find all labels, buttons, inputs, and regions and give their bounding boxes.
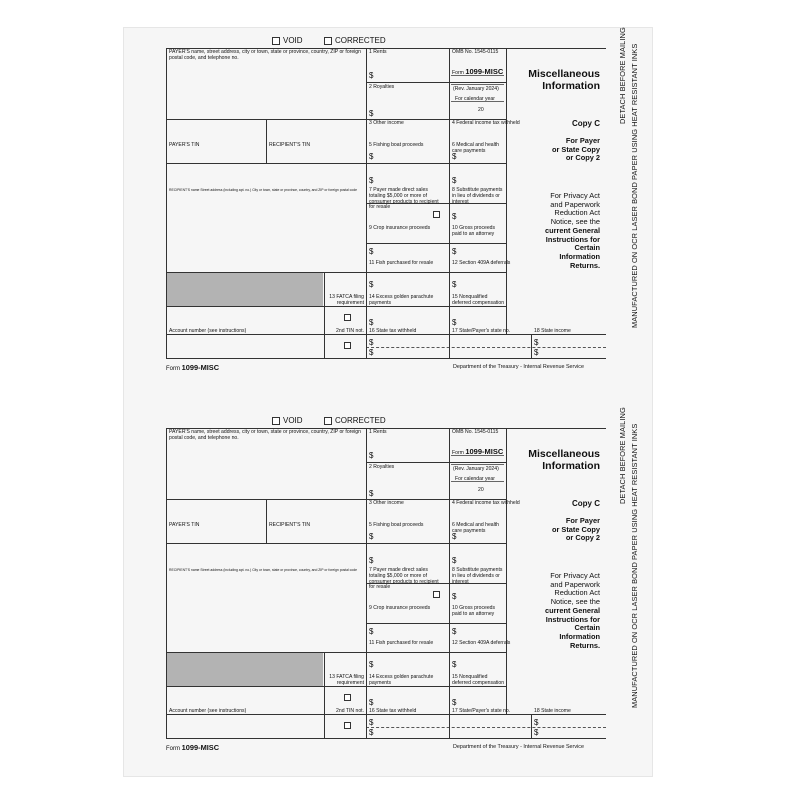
box6-label: 6 Medical and health care payments: [452, 522, 500, 534]
box1-label: 1 Rents: [369, 49, 387, 55]
box16-label: 16 State tax withheld: [369, 708, 417, 714]
box9-dollar[interactable]: $: [369, 247, 374, 256]
recipient-tin-label: RECIPIENT'S TIN: [269, 142, 311, 148]
shaded-area: [167, 273, 323, 306]
shaded-area: [167, 653, 323, 686]
box18-dollar-1[interactable]: $: [534, 338, 539, 347]
box18-label: 18 State income: [534, 328, 571, 334]
box2-dollar[interactable]: $: [369, 489, 374, 498]
box12-label: 12 Section 409A deferrals: [452, 640, 511, 646]
box5-label: 5 Fishing boat proceeds: [369, 522, 424, 528]
box14-dollar[interactable]: $: [369, 698, 374, 707]
box15-label: 15 Nonqualified deferred compensation: [452, 294, 505, 306]
second-tin-label: 2nd TIN not.: [336, 708, 364, 714]
privacy-line7: Certain: [574, 623, 600, 633]
box16-label: 16 State tax withheld: [369, 328, 417, 334]
privacy-line5: current General: [544, 225, 600, 235]
footer-department: Department of the Treasury - Internal Revenue Service: [453, 744, 584, 750]
for-payer-line2: or State Copy: [551, 144, 600, 154]
copy-c: Copy C: [572, 119, 600, 128]
second-tin-checkbox[interactable]: [344, 342, 351, 349]
form-copy-2: [166, 407, 639, 776]
title-line2: Information: [542, 460, 600, 472]
side-manufacture-text: MANUFACTURED ON OCR LASER BOND PAPER USING HEAT RESISTANT INKS: [630, 423, 639, 708]
box7-label: 7 Payer made direct sales totaling $5,000 or more of consumer products to recipient for resale: [369, 567, 439, 591]
box3-label: 3 Other income: [369, 500, 404, 506]
box7-label: 7 Payer made direct sales totaling $5,000 or more of consumer products to recipient for resale: [369, 187, 439, 211]
recipient-tin-label: RECIPIENT'S TIN: [269, 522, 311, 528]
box17-label: 17 State/Payer's state no.: [452, 708, 511, 714]
payer-name-field[interactable]: [167, 442, 365, 498]
privacy-line9: Returns.: [570, 260, 600, 270]
form-copy-1: [166, 27, 639, 396]
form-id: 1099-MISC: [465, 67, 504, 76]
box10-label: 10 Gross proceeds paid to an attorney: [452, 605, 496, 617]
box11-dollar[interactable]: $: [369, 280, 374, 289]
account-number-field[interactable]: [167, 336, 323, 358]
box18-dollar-1[interactable]: $: [534, 718, 539, 727]
recipient-name-label: RECIPIENT'S name Street address (including apt. no.) City or town, state or province, country, and ZIP or foreign postal code: [169, 568, 358, 572]
box18-label: 18 State income: [534, 708, 571, 714]
box18-dollar-2[interactable]: $: [534, 728, 539, 737]
form-prefix: Form: [452, 70, 464, 76]
box10-label: 10 Gross proceeds paid to an attorney: [452, 225, 496, 237]
account-number-label: Account number (see instructions): [169, 328, 247, 334]
for-payer-line3: or Copy 2: [565, 153, 600, 163]
corrected-checkbox[interactable]: [324, 37, 332, 45]
payer-tin-label: PAYER'S TIN: [169, 142, 200, 148]
privacy-line6: Instructions for: [545, 234, 600, 244]
privacy-line1: For Privacy Act: [550, 191, 600, 200]
privacy-line5: current General: [544, 605, 600, 615]
footer-department: Department of the Treasury - Internal Revenue Service: [453, 364, 584, 370]
box12-label: 12 Section 409A deferrals: [452, 260, 511, 266]
corrected-checkbox[interactable]: [324, 417, 332, 425]
form-id: 1099-MISC: [465, 447, 504, 456]
box17-label: 17 State/Payer's state no.: [452, 328, 511, 334]
account-number-label: Account number (see instructions): [169, 708, 247, 714]
payer-name-field[interactable]: [167, 62, 365, 118]
calendar-year-label: For calendar year: [455, 476, 495, 482]
box5-label: 5 Fishing boat proceeds: [369, 142, 424, 148]
box1-dollar[interactable]: $: [369, 451, 374, 460]
box7-checkbox[interactable]: [433, 211, 440, 218]
privacy-line8: Information: [559, 251, 600, 261]
box2-label: 2 Royalties: [369, 84, 395, 90]
side-detach-text: DETACH BEFORE MAILING: [618, 27, 627, 124]
title-line1: Miscellaneous: [528, 68, 600, 80]
box11-label: 11 Fish purchased for resale: [369, 260, 434, 266]
box5-dollar[interactable]: $: [369, 176, 374, 185]
box14-dollar[interactable]: $: [369, 318, 374, 327]
corrected-label: CORRECTED: [335, 36, 386, 45]
for-payer-line1: For Payer: [565, 516, 600, 525]
box4-dollar[interactable]: $: [452, 532, 457, 541]
box7-checkbox[interactable]: [433, 591, 440, 598]
privacy-line2: and Paperwork: [550, 579, 600, 589]
box14-label: 14 Excess golden parachute payments: [369, 294, 434, 306]
box6-dollar[interactable]: $: [452, 556, 457, 565]
box15-dollar[interactable]: $: [452, 698, 457, 707]
box16-dollar-2[interactable]: $: [369, 728, 374, 737]
box6-dollar[interactable]: $: [452, 176, 457, 185]
account-number-field[interactable]: [167, 716, 323, 738]
box9-dollar[interactable]: $: [369, 627, 374, 636]
box16-dollar-2[interactable]: $: [369, 348, 374, 357]
void-label: VOID: [283, 36, 303, 45]
box3-label: 3 Other income: [369, 120, 404, 126]
box8-dollar[interactable]: $: [452, 592, 457, 601]
box11-dollar[interactable]: $: [369, 660, 374, 669]
box11-label: 11 Fish purchased for resale: [369, 640, 434, 646]
for-payer-line1: For Payer: [565, 136, 600, 145]
box12-dollar[interactable]: $: [452, 280, 457, 289]
footer-form-id: 1099-MISC: [181, 363, 220, 372]
payer-name-label: PAYER'S name, street address, city or town, state or province, country, ZIP or foreign postal code, and telephone no.: [169, 429, 361, 441]
privacy-line9: Returns.: [570, 640, 600, 650]
recipient-name-field[interactable]: [167, 578, 365, 651]
second-tin-checkbox[interactable]: [344, 722, 351, 729]
footer-form: Form: [166, 366, 180, 372]
privacy-line3: Reduction Act: [554, 588, 600, 598]
form-prefix: Form: [452, 450, 464, 456]
year-prefix: 20: [478, 107, 484, 113]
box13-label: 13 FATCA filing requirement: [329, 674, 364, 686]
box16-dollar-1[interactable]: $: [369, 718, 374, 727]
side-detach-text: DETACH BEFORE MAILING: [618, 407, 627, 504]
box3-dollar[interactable]: $: [369, 152, 374, 161]
box9-label: 9 Crop insurance proceeds: [369, 605, 431, 611]
box2-dollar[interactable]: $: [369, 109, 374, 118]
box13-label: 13 FATCA filing requirement: [329, 294, 364, 306]
privacy-line4: Notice, see the: [550, 597, 600, 607]
box13-checkbox[interactable]: [344, 694, 351, 701]
privacy-line4: Notice, see the: [550, 217, 600, 227]
privacy-line7: Certain: [574, 243, 600, 253]
void-checkbox[interactable]: [272, 37, 280, 45]
box8-label: 8 Substitute payments in lieu of dividends or interest: [452, 567, 503, 585]
box5-dollar[interactable]: $: [369, 556, 374, 565]
for-payer-line3: or Copy 2: [565, 533, 600, 543]
corrected-label: CORRECTED: [335, 416, 386, 425]
footer-form: Form: [166, 746, 180, 752]
omb-number: OMB No. 1545-0115: [452, 49, 499, 55]
box8-label: 8 Substitute payments in lieu of dividends or interest: [452, 187, 503, 205]
box10-dollar[interactable]: $: [452, 247, 457, 256]
second-tin-label: 2nd TIN not.: [336, 328, 364, 334]
privacy-line6: Instructions for: [545, 614, 600, 624]
void-checkbox[interactable]: [272, 417, 280, 425]
for-payer-line2: or State Copy: [551, 524, 600, 534]
box9-label: 9 Crop insurance proceeds: [369, 225, 431, 231]
side-manufacture-text: MANUFACTURED ON OCR LASER BOND PAPER USING HEAT RESISTANT INKS: [630, 43, 639, 328]
payer-tin-label: PAYER'S TIN: [169, 522, 200, 528]
privacy-line1: For Privacy Act: [550, 571, 600, 580]
copy-c: Copy C: [572, 499, 600, 508]
recipient-name-field[interactable]: [167, 198, 365, 271]
box1-label: 1 Rents: [369, 429, 387, 435]
box4-dollar[interactable]: $: [452, 152, 457, 161]
payer-name-label: PAYER'S name, street address, city or town, state or province, country, ZIP or foreign postal code, and telephone no.: [169, 49, 361, 61]
box2-label: 2 Royalties: [369, 464, 395, 470]
revision: (Rev. January 2024): [453, 86, 499, 92]
box3-dollar[interactable]: $: [369, 532, 374, 541]
box4-label: 4 Federal income tax withheld: [452, 500, 520, 506]
title-line1: Miscellaneous: [528, 448, 600, 460]
privacy-line3: Reduction Act: [554, 208, 600, 218]
privacy-line2: and Paperwork: [550, 199, 600, 209]
box15-dollar[interactable]: $: [452, 318, 457, 327]
box16-dollar-1[interactable]: $: [369, 338, 374, 347]
omb-number: OMB No. 1545-0115: [452, 429, 499, 435]
box8-dollar[interactable]: $: [452, 212, 457, 221]
box13-checkbox[interactable]: [344, 314, 351, 321]
box12-dollar[interactable]: $: [452, 660, 457, 669]
recipient-name-label: RECIPIENT'S name Street address (including apt. no.) City or town, state or province, country, and ZIP or foreign postal code: [169, 188, 358, 192]
box14-label: 14 Excess golden parachute payments: [369, 674, 434, 686]
year-prefix: 20: [478, 487, 484, 493]
title-line2: Information: [542, 80, 600, 92]
void-label: VOID: [283, 416, 303, 425]
box10-dollar[interactable]: $: [452, 627, 457, 636]
box4-label: 4 Federal income tax withheld: [452, 120, 520, 126]
footer-form-id: 1099-MISC: [181, 743, 220, 752]
box6-label: 6 Medical and health care payments: [452, 142, 500, 154]
revision: (Rev. January 2024): [453, 466, 499, 472]
box15-label: 15 Nonqualified deferred compensation: [452, 674, 505, 686]
box18-dollar-2[interactable]: $: [534, 348, 539, 357]
privacy-line8: Information: [559, 631, 600, 641]
form-sheet: [124, 28, 652, 776]
calendar-year-label: For calendar year: [455, 96, 495, 102]
box1-dollar[interactable]: $: [369, 71, 374, 80]
